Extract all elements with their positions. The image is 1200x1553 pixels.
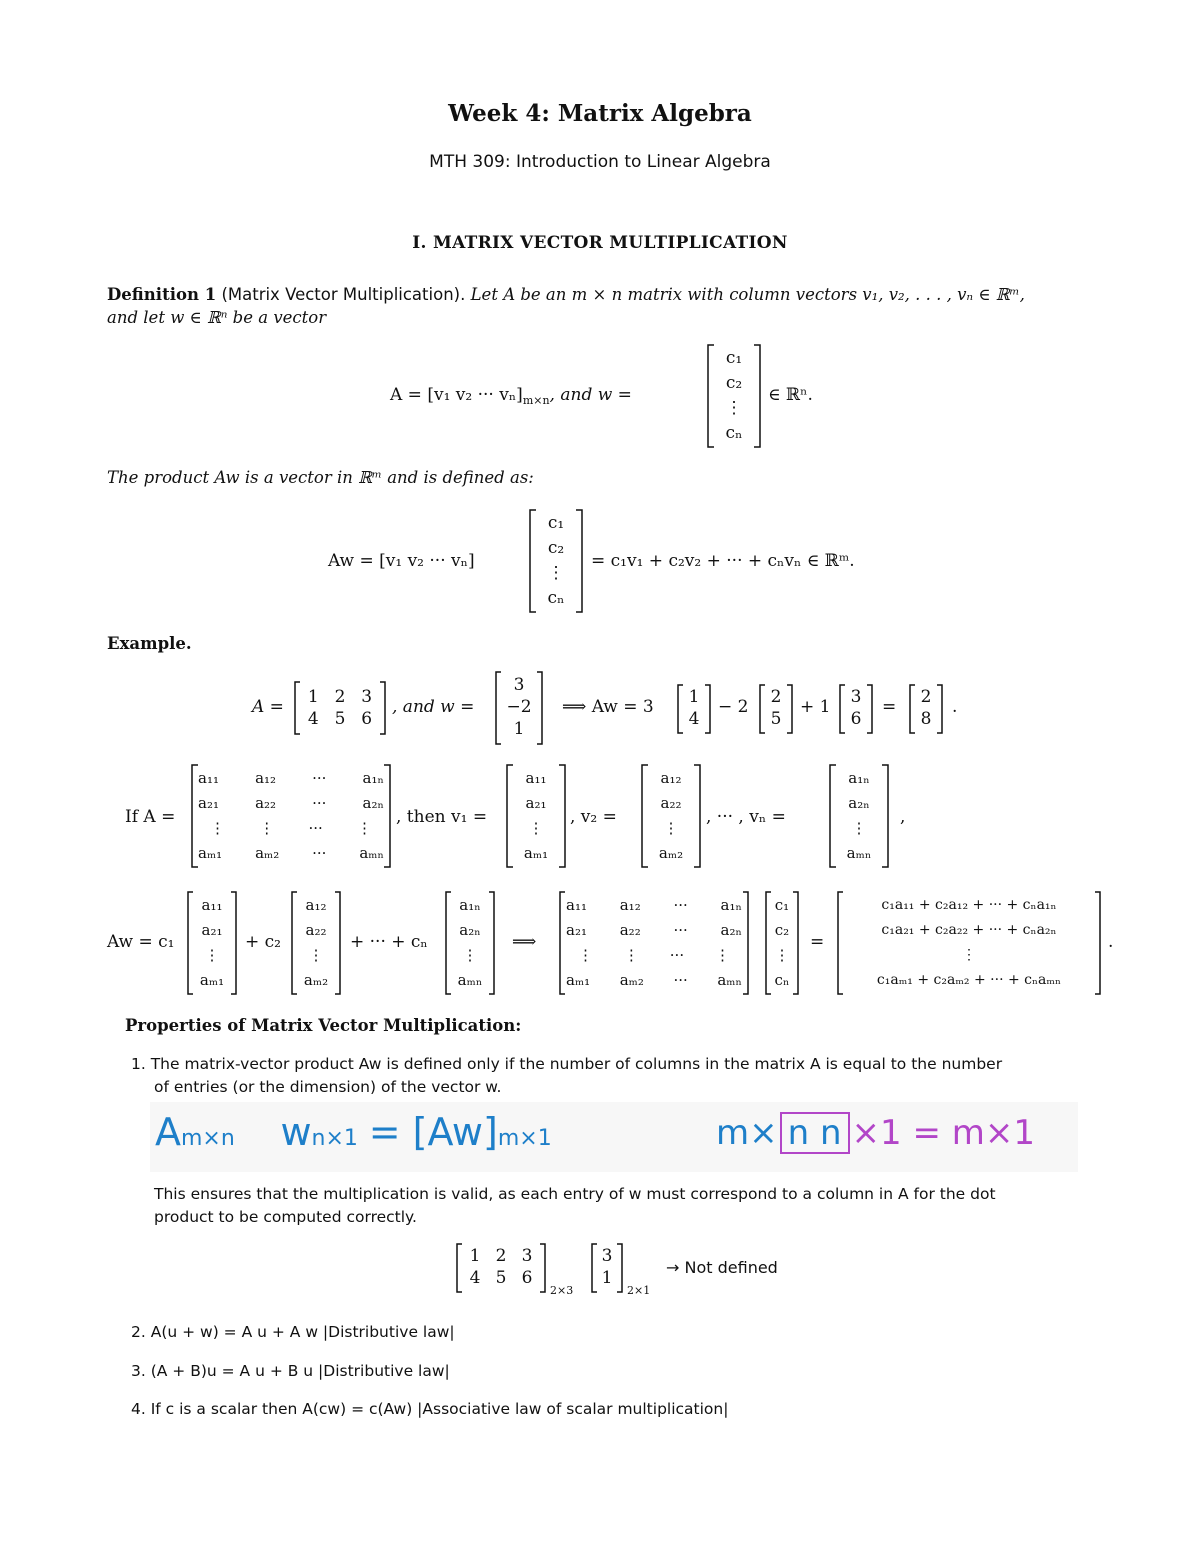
ensures-line-2: product to be computed correctly. — [154, 1208, 417, 1226]
nd-A-sub: 2×3 — [550, 1284, 574, 1297]
example-A-matrix — [300, 686, 380, 730]
cell: ⋮ — [851, 819, 867, 837]
cell: a₁₂ — [255, 769, 277, 787]
w-entry: ⋮ — [725, 398, 743, 418]
example-implies: ⟹ Aw = 3 — [562, 697, 654, 717]
cell: a₁₁ — [525, 769, 547, 787]
vn-label: , ··· , vₙ = — [706, 807, 786, 827]
cell: 5 — [495, 1268, 507, 1288]
plus-c2: + c₂ — [245, 932, 281, 952]
cell: −2 — [506, 697, 532, 717]
cell: 8 — [920, 709, 932, 729]
cell: a₂ₙ — [362, 794, 384, 812]
cell: aₘ₁ — [566, 971, 591, 989]
course-subtitle: MTH 309: Introduction to Linear Algebra — [429, 152, 771, 172]
exp-equals: = — [810, 932, 825, 952]
cell: ··· — [312, 769, 327, 787]
cell: aₘ₂ — [658, 844, 684, 862]
cell: a₁ₙ — [848, 769, 870, 787]
cell: c₁aₘ₁ + c₂aₘ₂ + ··· + cₙaₘₙ — [876, 972, 1062, 988]
eq2-right: = c₁v₁ + c₂v₂ + ··· + cₙvₙ ∈ ℝᵐ. — [591, 551, 855, 571]
cell: aₘₙ — [457, 971, 483, 989]
cell: 4 — [688, 709, 700, 729]
example-eq: = — [882, 697, 897, 717]
Aw-c1: Aw = c₁ — [107, 932, 175, 952]
cell: ··· — [312, 844, 327, 862]
vn-vector — [828, 766, 890, 866]
hw-m: m× — [716, 1113, 778, 1153]
nd-A-matrix — [462, 1245, 540, 1289]
property-4: 4. If c is a scalar then A(cw) = c(Aw) |Associative law of scalar multiplication| — [131, 1400, 729, 1418]
cell: a₂₁ — [566, 921, 587, 939]
cell: a₂ₙ — [720, 921, 742, 939]
example-period: . — [952, 697, 958, 717]
cell: ··· — [673, 971, 688, 989]
cell: aₘₙ — [359, 844, 384, 862]
matrix-row — [300, 708, 380, 730]
definition-label: Definition 1 — [107, 285, 217, 304]
cell: ⋮ — [623, 946, 639, 964]
cell: ⋮ — [462, 946, 478, 964]
exp-col2 — [290, 893, 342, 993]
matrix-row — [198, 816, 384, 841]
example-col3 — [838, 686, 874, 730]
cell: a₂₁ — [201, 921, 223, 939]
w-entry: cₙ — [725, 423, 743, 443]
exp-A-matrix — [566, 893, 742, 993]
cell: ··· — [308, 819, 323, 837]
example-minus2: − 2 — [718, 697, 749, 717]
cell: a₂₂ — [255, 794, 277, 812]
cell: ⋮ — [204, 946, 220, 964]
cell: a₁₁ — [198, 769, 219, 787]
cell: aₘ₂ — [619, 971, 644, 989]
cell: ⋮ — [663, 819, 679, 837]
cell: a₂₂ — [619, 921, 641, 939]
v2-vector — [640, 766, 702, 866]
cell: 2 — [495, 1246, 507, 1266]
cell: 2 — [920, 687, 932, 707]
properties-heading: Properties of Matrix Vector Multiplication: — [125, 1016, 522, 1035]
example-col2 — [758, 686, 794, 730]
matrix-row — [198, 766, 384, 791]
matrix-row — [198, 841, 384, 866]
example-w-vector — [494, 674, 544, 740]
matrix-row — [462, 1245, 540, 1267]
cell: ⋮ — [962, 947, 976, 963]
c-entry: ⋮ — [547, 563, 565, 583]
cell: c₁a₁₁ + c₂a₁₂ + ··· + cₙa₁ₙ — [881, 897, 1057, 913]
hw-Aw-sub: m×1 — [497, 1126, 552, 1151]
cell: a₁ₙ — [459, 896, 481, 914]
cell: aₘ₁ — [199, 971, 225, 989]
cell: ⋮ — [528, 819, 544, 837]
cell: ⋮ — [578, 946, 593, 964]
hw-A: A — [155, 1110, 181, 1154]
example-A-eq: A = — [252, 697, 284, 717]
exp-result-vector — [836, 893, 1102, 993]
exp-c-vector — [764, 893, 800, 993]
cell: 3 — [850, 687, 862, 707]
c-entry: c₁ — [547, 513, 565, 533]
cell: 5 — [770, 709, 782, 729]
hw-end: ×1 = m×1 — [851, 1113, 1035, 1153]
product-definition-line: The product Aw is a vector in ℝᵐ and is defined as: — [107, 468, 534, 487]
cell: 1 — [601, 1268, 613, 1288]
cell: ··· — [673, 896, 688, 914]
eq1-right: ∈ ℝⁿ. — [768, 385, 813, 405]
nd-w-vector — [590, 1245, 624, 1289]
cell: 4 — [307, 709, 319, 729]
if-A-label: If A = — [125, 807, 176, 827]
ensures-line-1: This ensures that the multiplication is valid, as each entry of w must correspond to a column in A for the dot — [154, 1185, 996, 1203]
v2-label: , v₂ = — [570, 807, 617, 827]
not-defined-label: → Not defined — [666, 1258, 778, 1277]
c-entry: c₂ — [547, 538, 565, 558]
cell: aₘ₁ — [198, 844, 223, 862]
v1-vector — [505, 766, 567, 866]
property-3: 3. (A + B)u = A u + B u |Distributive law| — [131, 1362, 450, 1380]
hw-Aw: = [Aw] — [368, 1110, 498, 1154]
matrix-row — [566, 968, 742, 993]
w-vector-entries — [706, 346, 762, 446]
cell: ⋮ — [308, 946, 324, 964]
cell: ⋮ — [714, 946, 730, 964]
cell: 3 — [361, 687, 373, 707]
then-v1: , then v₁ = — [396, 807, 488, 827]
cell: 6 — [850, 709, 862, 729]
cell: a₁ₙ — [362, 769, 384, 787]
cell: a₂₂ — [305, 921, 327, 939]
cell: ⋮ — [774, 946, 790, 964]
section-heading: I. MATRIX VECTOR MULTIPLICATION — [412, 233, 788, 253]
cell: aₘ₁ — [523, 844, 549, 862]
cell: a₁ₙ — [720, 896, 742, 914]
hw-A-sub: m×n — [181, 1126, 235, 1151]
example-col1 — [676, 686, 712, 730]
cell: c₁ — [774, 896, 790, 914]
cell: 5 — [334, 709, 346, 729]
cell: a₁₂ — [660, 769, 682, 787]
cell: 6 — [361, 709, 373, 729]
cell: a₂₁ — [525, 794, 547, 812]
cell: a₁₁ — [566, 896, 587, 914]
eq1-mid: , and w = — [549, 385, 632, 405]
matrix-row — [566, 943, 742, 968]
eq1-sub: m×n — [522, 394, 550, 407]
cell: 3 — [513, 675, 525, 695]
w-entry: c₂ — [725, 373, 743, 393]
hw-n-n: n n — [780, 1112, 850, 1154]
exp-col1 — [186, 893, 238, 993]
cell: 3 — [601, 1246, 613, 1266]
hw-w: w — [280, 1110, 312, 1154]
cell: a₂₁ — [198, 794, 219, 812]
cell: aₘₙ — [717, 971, 742, 989]
eq1-left: A = [v₁ v₂ ··· vₙ] — [390, 385, 523, 405]
cell: cₙ — [774, 971, 790, 989]
exp-implies: ⟹ — [512, 932, 537, 952]
matrix-row — [566, 893, 742, 918]
cell: 1 — [688, 687, 700, 707]
definition-text-1: Let A be an m × n matrix with column vectors v₁, v₂, . . . , vₙ ∈ ℝᵐ, — [470, 285, 1025, 304]
nd-w-sub: 2×1 — [627, 1284, 651, 1297]
cell: aₘₙ — [846, 844, 872, 862]
equation-A-columns — [390, 385, 632, 407]
handwriting-left — [155, 1110, 552, 1154]
cell: c₁a₂₁ + c₂a₂₂ + ··· + cₙa₂ₙ — [881, 922, 1057, 938]
example-result — [908, 686, 944, 730]
exp-coln — [444, 893, 496, 993]
cell: ··· — [312, 794, 327, 812]
cell: a₁₁ — [201, 896, 223, 914]
example-label: Example. — [107, 634, 192, 653]
definition-line-2: and let w ∈ ℝⁿ be a vector — [107, 308, 327, 327]
cell: a₁₂ — [305, 896, 327, 914]
matrix-row — [566, 918, 742, 943]
cell: 2 — [770, 687, 782, 707]
cell: 1 — [307, 687, 319, 707]
example-and-w: , and w = — [392, 697, 475, 717]
cell: ··· — [669, 946, 685, 964]
property-1-line-2: of entries (or the dimension) of the vector w. — [154, 1078, 502, 1096]
general-A-matrix — [198, 766, 384, 866]
cell: 4 — [469, 1268, 481, 1288]
cell: ⋮ — [210, 819, 225, 837]
cell: a₂ₙ — [848, 794, 870, 812]
hw-w-sub: n×1 — [311, 1126, 358, 1151]
c-vector-entries — [528, 511, 584, 611]
vn-comma: , — [900, 807, 906, 827]
matrix-row — [462, 1267, 540, 1289]
cell: 6 — [521, 1268, 533, 1288]
cell: 2 — [334, 687, 346, 707]
cell: ⋮ — [259, 819, 275, 837]
matrix-row — [300, 686, 380, 708]
cell: a₂ₙ — [459, 921, 481, 939]
cell: ··· — [673, 921, 688, 939]
property-1-line-1: 1. The matrix-vector product Aw is defined only if the number of columns in the matrix A is equal to the number — [131, 1055, 1003, 1073]
c-entry: cₙ — [547, 588, 565, 608]
example-plus1: + 1 — [800, 697, 831, 717]
handwriting-right — [716, 1112, 1035, 1154]
definition-line-1 — [107, 284, 1025, 306]
w-entry: c₁ — [725, 348, 743, 368]
cell: 1 — [513, 719, 525, 739]
cell: aₘ₂ — [303, 971, 329, 989]
property-2: 2. A(u + w) = A u + A w |Distributive law| — [131, 1323, 455, 1341]
definition-name: (Matrix Vector Multiplication). — [221, 285, 466, 304]
cell: a₁₂ — [619, 896, 641, 914]
cell: ⋮ — [356, 819, 372, 837]
cell: 1 — [469, 1246, 481, 1266]
cell: c₂ — [774, 921, 790, 939]
matrix-row — [198, 791, 384, 816]
cell: aₘ₂ — [255, 844, 280, 862]
cell: 3 — [521, 1246, 533, 1266]
eq2-left: Aw = [v₁ v₂ ··· vₙ] — [328, 551, 475, 571]
exp-period: . — [1108, 932, 1114, 952]
page-title: Week 4: Matrix Algebra — [448, 100, 752, 127]
cell: a₂₂ — [660, 794, 682, 812]
plus-cn: + ··· + cₙ — [350, 932, 428, 952]
